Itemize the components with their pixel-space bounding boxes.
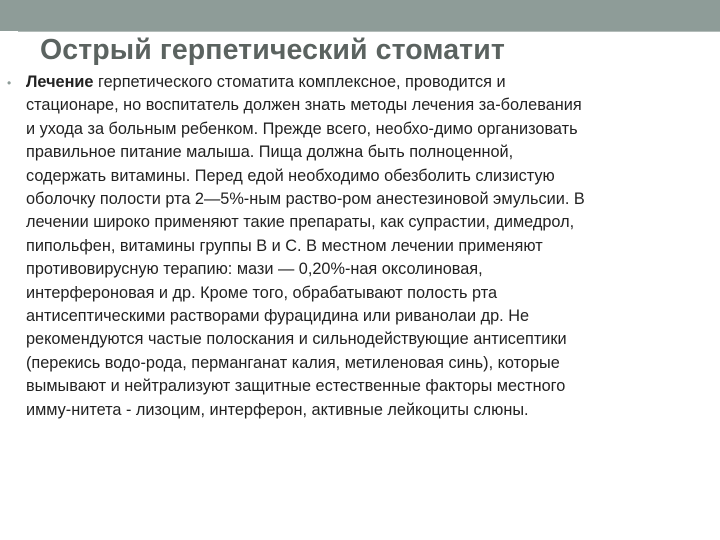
title-divider xyxy=(18,31,720,32)
paragraph-line: вымывают и нейтрализуют защитные естественные факторы местного xyxy=(26,377,566,396)
bullet-marker: • xyxy=(7,76,12,90)
paragraph-line: содержать витамины. Перед едой необходимо обезболить слизистую xyxy=(26,166,555,185)
paragraph-line: и ухода за больным ребенком. Прежде всего, необхо-димо организовать xyxy=(26,119,578,138)
paragraph-line: противовирусную терапию: мази — 0,20%-ная оксолиновая, xyxy=(26,260,483,279)
lead-word: Лечение xyxy=(26,73,94,91)
slide-title: Острый герпетический стоматит xyxy=(40,34,505,66)
paragraph-line: антисептическими растворами фурацидина или риванолаи др. Не xyxy=(26,307,530,326)
paragraph-line: пипольфен, витамины группы В и С. В местном лечении применяют xyxy=(26,236,543,255)
body-paragraph xyxy=(26,71,716,422)
paragraph-line xyxy=(26,71,716,94)
paragraph-line: интерфероновая и др. Кроме того, обрабатывают полость рта xyxy=(26,283,498,302)
paragraph-line: рекомендуются частые полоскания и сильнодействующие антисептики xyxy=(26,330,567,349)
paragraph-line: имму-нитета - лизоцим, интерферон, активные лейкоциты слюны. xyxy=(26,400,529,419)
paragraph-line: лечении широко применяют такие препараты, как супрастии, димедрол, xyxy=(26,213,575,232)
paragraph-line: оболочку полости рта 2—5%-ным раство-ром анестезиновой эмульсии. В xyxy=(26,190,585,209)
header-band xyxy=(0,0,720,31)
paragraph-line: правильное питание малыша. Пища должна быть полноценной, xyxy=(26,143,514,162)
paragraph-line-text: герпетического стоматита комплексное, проводится и xyxy=(93,73,506,91)
paragraph-line: стационаре, но воспитатель должен знать методы лечения за-болевания xyxy=(26,96,582,115)
paragraph-line: (перекись водо-рода, перманганат калия, метиленовая синь), которые xyxy=(26,353,560,372)
